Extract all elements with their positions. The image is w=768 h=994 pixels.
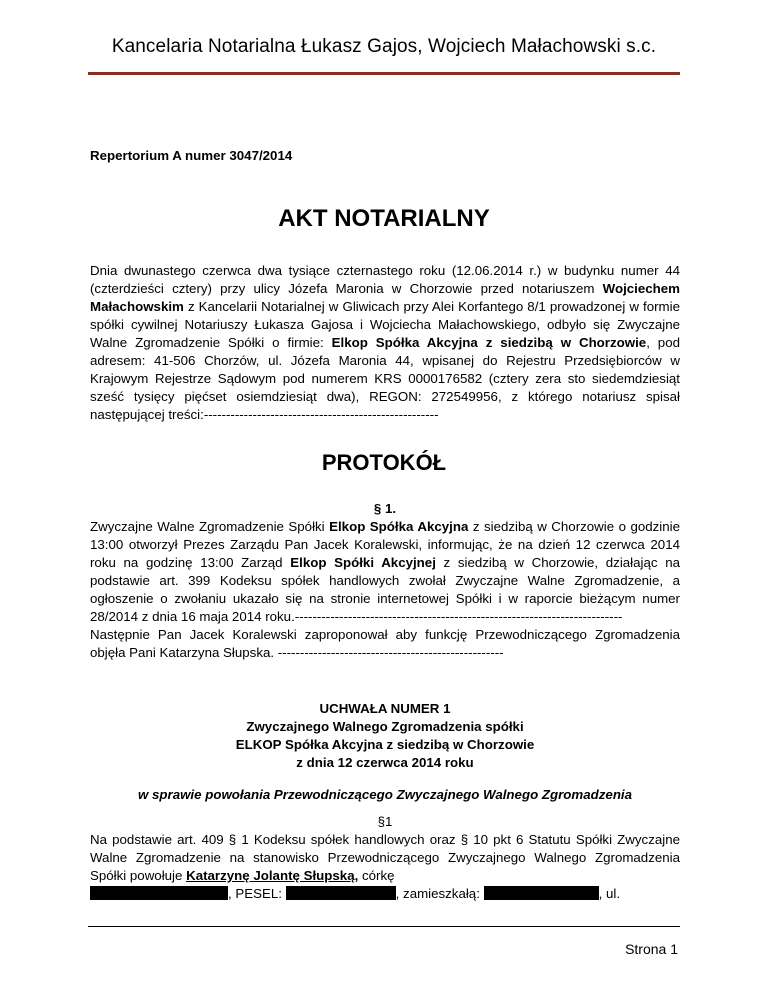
intro-paragraph: [90, 262, 680, 424]
resolution-text-5: , ul.: [598, 886, 621, 901]
section-1-text-f: Następnie Pan Jacek Koralewski zaproponował aby funkcję Przewodniczącego Zgromadzenia objęła Pani Katarzyna Słupska. ---------------------------------------------------: [90, 627, 680, 660]
resolution-text-3: , PESEL:: [228, 886, 286, 901]
company-name: Elkop Spółka Akcyjna z siedzibą w Chorzowie: [331, 335, 647, 350]
notary-name: Wojciechem Małachowskim: [90, 281, 680, 314]
resolution-line-1: UCHWAŁA NUMER 1: [319, 701, 451, 716]
section-1: [90, 500, 680, 662]
section-1-text-c: z siedzibą w Chorzowie o godzinie 13:00 otworzył Prezes Zarządu Pan Jacek Koralewski, informując, że na dzień 12 czerwca 2014 roku na godzinę 13:00 Zarząd: [90, 519, 680, 570]
intro-text-1: Dnia dwunastego czerwca dwa tysiące czternastego roku (12.06.2014 r.) w budynku numer 44 (czterdzieści cztery) przy ulicy Józefa Maronia w Chorzowie przed notariuszem: [90, 263, 680, 296]
redaction-bar: [286, 886, 396, 900]
document-header: [0, 36, 768, 58]
section-1-text-a: Zwyczajne Walne Zgromadzenie Spółki: [90, 519, 330, 534]
intro-text-3: , pod adresem: 41-506 Chorzów, ul. Józefa Maronia 44, wpisanej do Rejestru Przedsiębiorców w Krajowym Rejestrze Sądowym pod numerem KRS 0000176582 (cztery zera sto siedemdziesiąt sześć tysięcy pięćset osiemdziesiąt dwa), REGON: 272549956, z którego notariusz spisał następującej treści:-----------------------------------------------------: [90, 335, 680, 422]
section-1-heading: § 1.: [373, 501, 397, 516]
page-number: Strona 1: [625, 941, 678, 957]
resolution-line-2: Zwyczajnego Walnego Zgromadzenia spółki: [246, 719, 524, 734]
resolution-subject: w sprawie powołania Przewodniczącego Zwyczajnego Walnego Zgromadzenia: [137, 787, 633, 802]
repertorium-number: Repertorium A numer 3047/2014: [90, 148, 293, 163]
footer-divider: [88, 926, 680, 927]
resolution-text-2: córkę: [358, 868, 395, 883]
section-1-company-2: Elkop Spółki Akcyjnej: [290, 555, 436, 570]
resolution-line-4: z dnia 12 czerwca 2014 roku: [296, 755, 474, 770]
document-title: AKT NOTARIALNY: [278, 205, 490, 232]
resolution-text-1: Na podstawie art. 409 § 1 Kodeksu spółek handlowych oraz § 10 pkt 6 Statutu Spółki Zwyczajne Walne Zgromadzenie na stanowisko Przewodniczącego Zwyczajnego Walnego Zgromadzenia Spółki powołuje: [90, 832, 680, 883]
resolution-line-3: ELKOP Spółka Akcyjna z siedzibą w Chorzowie: [235, 737, 535, 752]
resolution-paragraph-heading: §1: [377, 814, 393, 829]
protocol-title: PROTOKÓŁ: [321, 450, 447, 475]
section-1-text-e: z siedzibą w Chorzowie, działając na podstawie art. 399 Kodeksu spółek handlowych zwołał Zwyczajne Walne Zgromadzenie, a ogłoszenie o zwołaniu ukazało się na stronie internetowej Spółki i w raporcie bieżącym numer 28/2014 z dnia 16 maja 2014 roku.--------------------------------------------------------------------------: [90, 555, 680, 624]
resolution-text-4: , zamieszkałą:: [395, 886, 484, 901]
resolution-heading: [90, 700, 680, 772]
section-1-company: Elkop Spółka Akcyjna: [329, 519, 469, 534]
redaction-bar: [484, 886, 599, 900]
chairperson-name: Katarzynę Jolantę Słupską,: [186, 868, 359, 883]
redaction-bar: [90, 886, 228, 900]
resolution-body: [90, 813, 680, 903]
intro-text-2: z Kancelarii Notarialnej w Gliwicach przy Alei Korfantego 8/1 prowadzonej w formie spółki cywilnej Notariuszy Łukasza Gajosa i Wojciecha Małachowskiego, odbyło się Zwyczajne Walne Zgromadzenie Spółki o firmie:: [90, 299, 680, 350]
firm-name: Kancelaria Notarialna Łukasz Gajos, Wojciech Małachowski s.c.: [111, 36, 657, 57]
header-divider: [88, 72, 680, 75]
